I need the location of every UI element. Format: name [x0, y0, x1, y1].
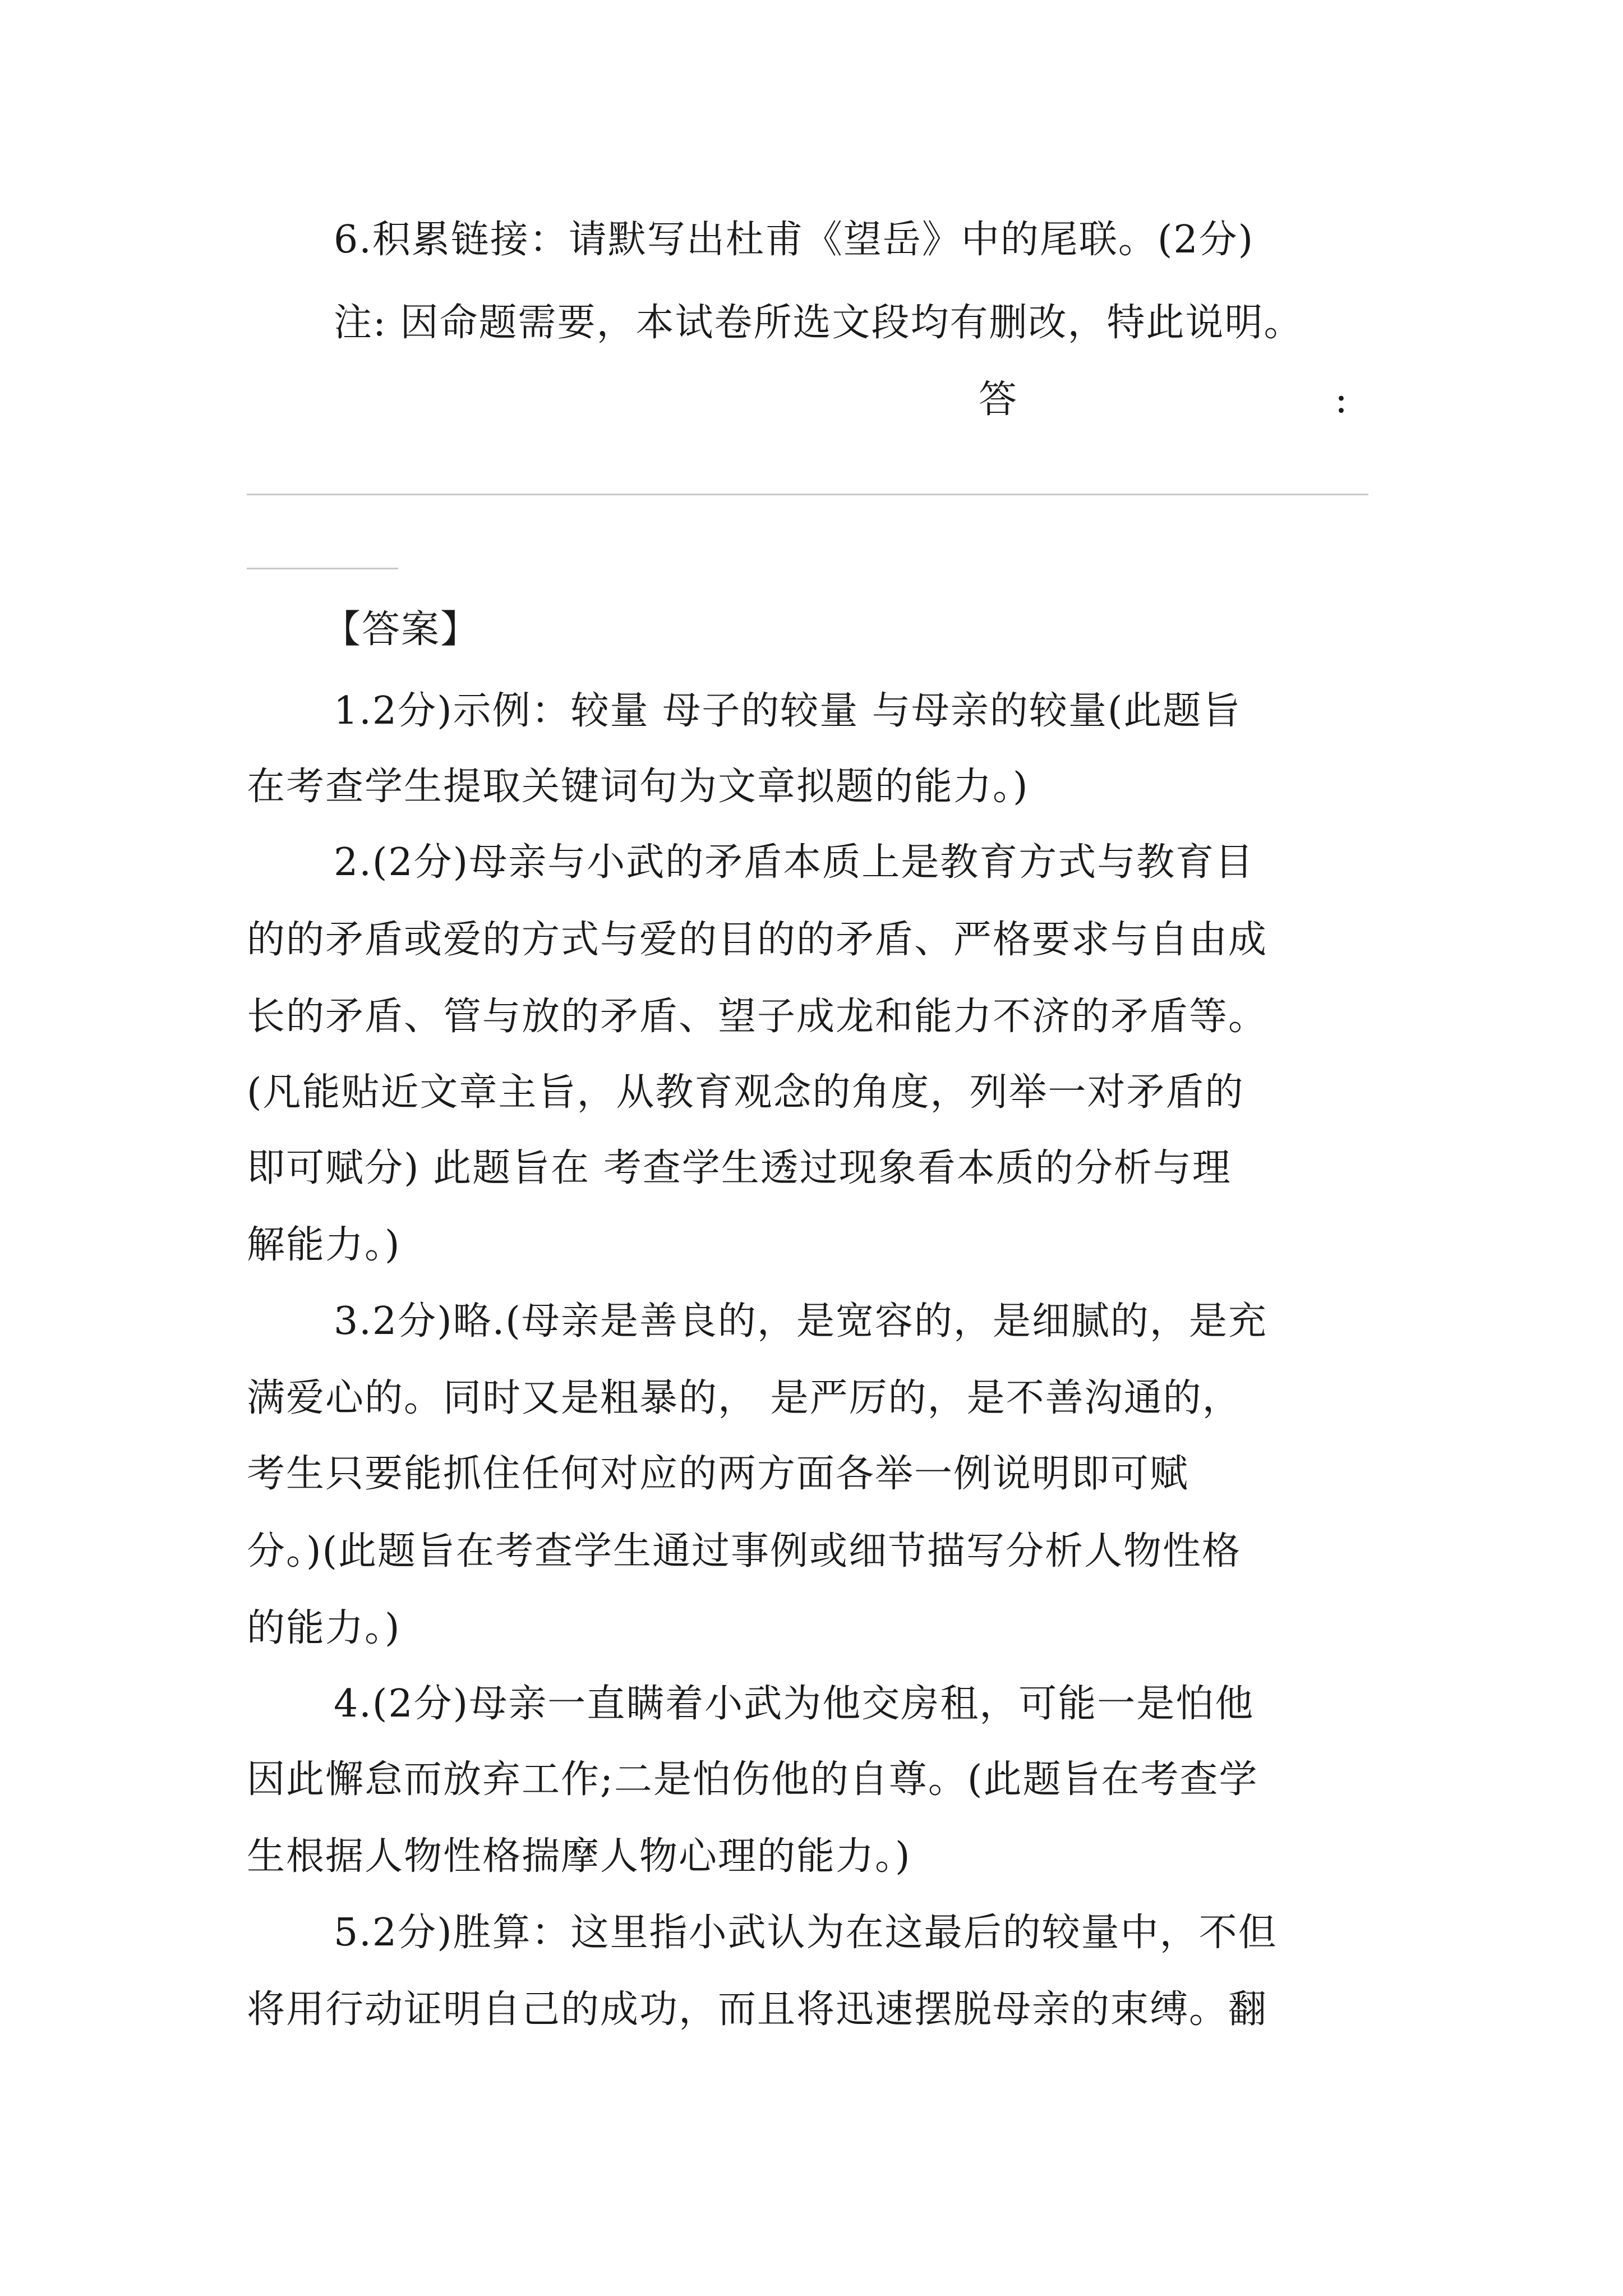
- answer-2-line-5: 即可赋分) 此题旨在 考查学生透过现象看本质的分析与理: [247, 1146, 1232, 1190]
- answer-4-line-2: 因此懈怠而放弃工作;二是怕伤他的自尊。(此题旨在考查学: [247, 1757, 1258, 1802]
- answer-3-line-3: 考生只要能抓住任何对应的两方面各举一例说明即可赋: [247, 1452, 1189, 1496]
- answers-header: 【答案】: [322, 608, 480, 652]
- answer-colon: :: [1335, 378, 1348, 422]
- answer-3-line-1: 3.2分)略.(母亲是善良的，是宽容的，是细腻的，是充: [334, 1299, 1267, 1343]
- answer-5-line-2: 将用行动证明自己的成功，而且将迅速摆脱母亲的束缚。翻: [247, 1987, 1268, 2032]
- answer-2-line-3: 长的矛盾、管与放的矛盾、望子成龙和能力不济的矛盾等。: [247, 995, 1268, 1039]
- answer-1-line-2: 在考查学生提取关键词句为文章拟题的能力。): [247, 765, 1029, 809]
- answer-blank-line-short: [247, 568, 398, 569]
- exam-note: 注: 因命题需要，本试卷所选文段均有删改，特此说明。: [334, 301, 1303, 345]
- answer-label: 答: [979, 378, 1017, 422]
- answer-3-line-2: 满爱心的。同时又是粗暴的， 是严厉的，是不善沟通的，: [247, 1376, 1242, 1420]
- answer-4-line-3: 生根据人物性格揣摩人物心理的能力。): [247, 1834, 911, 1879]
- answer-blank-line: [247, 494, 1368, 495]
- answer-5-line-1: 5.2分)胜算：这里指小武认为在这最后的较量中，不但: [334, 1911, 1278, 1955]
- answer-2-line-6: 解能力。): [247, 1223, 401, 1267]
- answer-1-line-1: 1.2分)示例：较量 母子的较量 与母亲的较量(此题旨: [334, 689, 1242, 733]
- answer-2-line-1: 2.(2分)母亲与小武的矛盾本质上是教育方式与教育目: [334, 840, 1255, 885]
- answer-2-line-4: (凡能贴近文章主旨，从教育观念的角度，列举一对矛盾的: [247, 1070, 1244, 1115]
- answer-4-line-1: 4.(2分)母亲一直瞒着小武为他交房租，可能一是怕他: [334, 1682, 1255, 1726]
- answer-2-line-2: 的的矛盾或爱的方式与爱的目的的矛盾、严格要求与自由成: [247, 918, 1268, 962]
- question-6-text: 6.积累链接：请默写出杜甫《望岳》中的尾联。(2分): [334, 218, 1255, 262]
- answer-3-line-4: 分。)(此题旨在考查学生通过事例或细节描写分析人物性格: [247, 1529, 1242, 1573]
- answer-3-line-5: 的能力。): [247, 1606, 401, 1650]
